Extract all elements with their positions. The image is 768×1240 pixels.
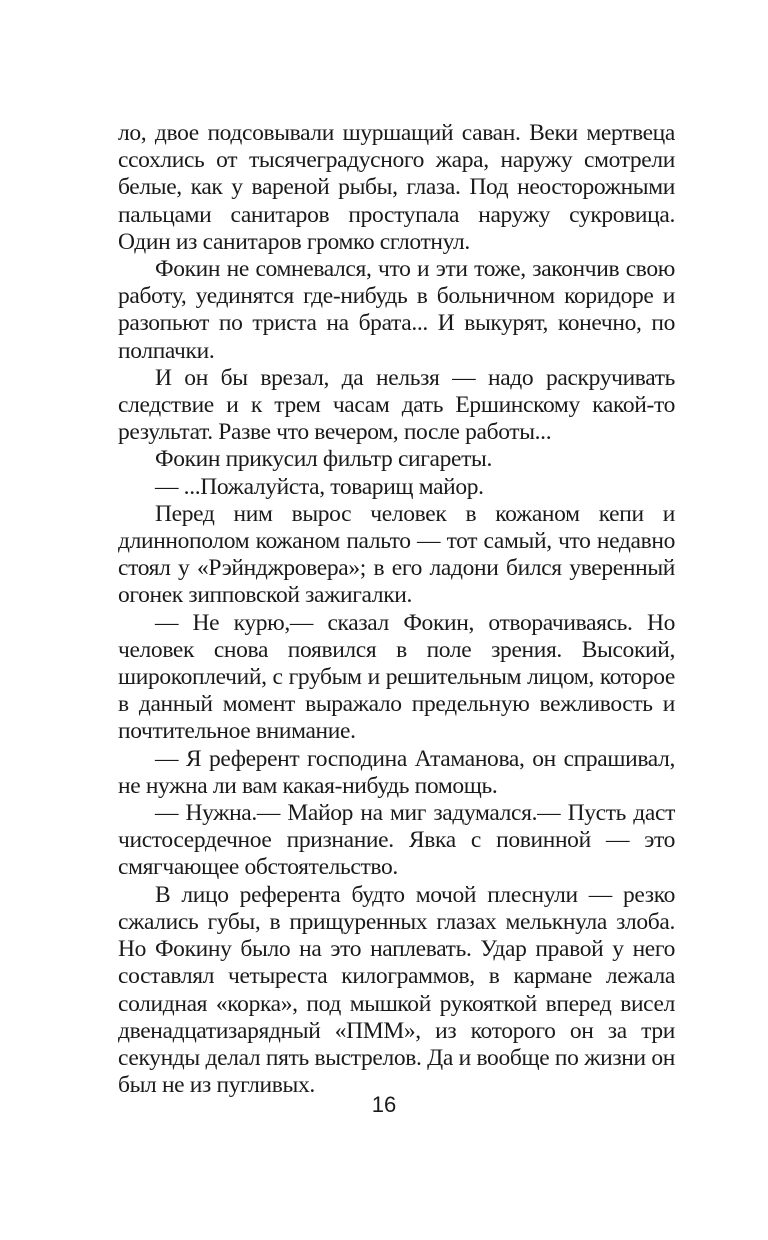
paragraph: И он бы врезал, да нельзя — надо раскручивать следствие и к трем часам дать Ершинскому какой-то результат. Разве что вечером, после работы...	[118, 364, 675, 446]
paragraph: — Нужна.— Майор на миг задумался.— Пусть даст чистосердечное признание. Явка с повинной — это смягчающее обстоятельство.	[118, 800, 675, 881]
paragraph: — Не курю,— сказал Фокин, отворачиваясь. Но человек снова появился в поле зрения. Высокий, широкоплечий, с грубым и решительным лицом, которое в данный момент выражало предельную вежливость и почтительное внимание.	[118, 609, 675, 745]
paragraph: Перед ним вырос человек в кожаном кепи и длиннополом кожаном пальто — тот самый, что недавно стоял у «Рэйнджровера»; в его ладони бился уверенный огонек зипповской зажигалки.	[118, 500, 675, 609]
paragraph: В лицо референта будто мочой плеснули — резко сжались губы, в прищуренных глазах мелькнула злоба. Но Фокину было на это наплевать. Удар правой у него составлял четыреста килограммов, в кармане лежала солидная «корка», под мышкой рукояткой вперед висел двенадцатизарядный «ПММ», из которого он за три секунды делал пять выстрелов. Да и вообще по жизни он был не из пугливых.	[118, 881, 675, 1099]
paragraph: ло, двое подсовывали шуршащий саван. Веки мертвеца ссохлись от тысячеградусного жара, наружу смотрели белые, как у вареной рыбы, глаза. Под неосторожными пальцами санитаров проступала наружу сукровица. Один из санитаров громко сглотнул.	[118, 120, 675, 255]
page-number: 16	[371, 1092, 397, 1117]
page-text	[118, 120, 675, 1099]
paragraph: Фокин прикусил фильтр сигареты.	[155, 446, 492, 473]
paragraph: — ...Пожалуйста, товарищ майор.	[155, 473, 484, 500]
paragraph: Фокин не сомневался, что и эти тоже, закончив свою работу, уединятся где-нибудь в больничном коридоре и разопьют по триста на брата... И выкурят, конечно, по полпачки.	[118, 256, 675, 364]
paragraph: — Я референт господина Атаманова, он спрашивал, не нужна ли вам какая-нибудь помощь.	[118, 745, 675, 799]
